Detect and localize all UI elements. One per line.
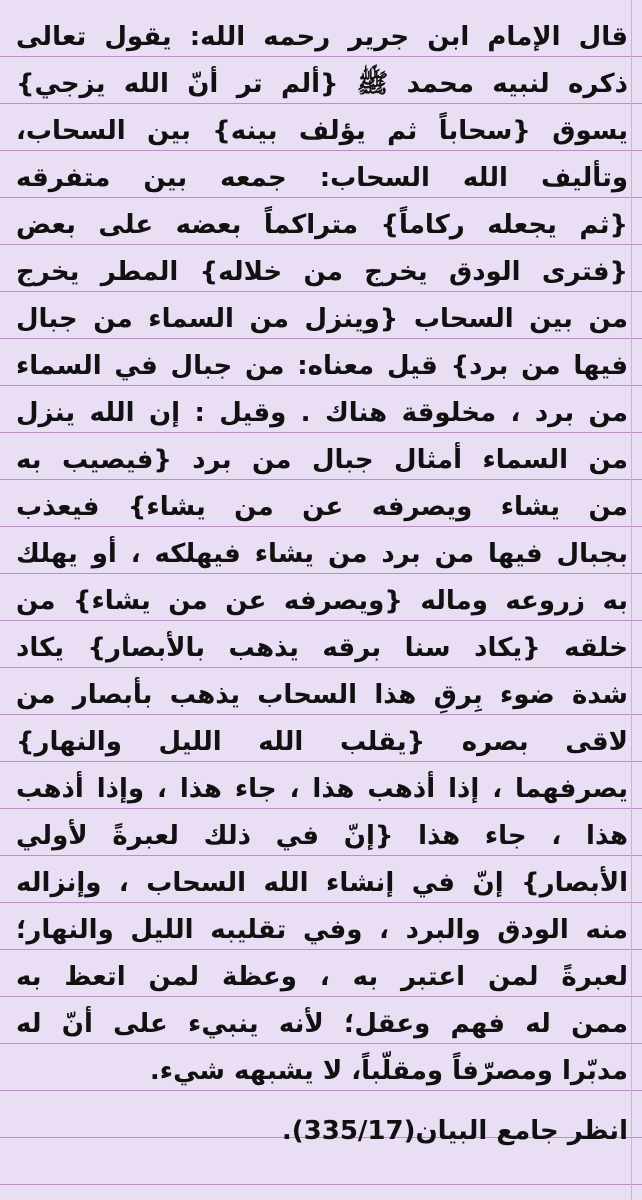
- text-line: خلقه {يكاد سنا برقه يذهب بالأبصار} يكاد: [16, 633, 628, 663]
- text-line: وتأليف الله السحاب: جمعه بين متفرقه: [16, 163, 628, 193]
- text-line: لعبرةً لمن اعتبر به ، وعظة لمن اتعظ به: [16, 962, 628, 992]
- text-line: من يشاء ويصرفه عن من يشاء} فيعذب: [16, 492, 628, 522]
- source-reference: انظر جامع البيان(335/17).: [281, 1116, 628, 1146]
- page-margin-line: [631, 0, 632, 1200]
- text-line: {فترى الودق يخرج من خلاله} المطر يخرج: [16, 257, 628, 287]
- text-line: من السماء أمثال جبال من برد {فيصيب به: [16, 445, 628, 475]
- text-line: يسوق {سحاباً ثم يؤلف بينه} بين السحاب،: [16, 116, 628, 146]
- text-line: {ثم يجعله ركاماً} متراكماً بعضه على بعض: [16, 210, 628, 240]
- text-line: الأبصار} إنّ في إنشاء الله السحاب ، وإنزاله: [16, 868, 628, 898]
- text-line: ممن له فهم وعقل؛ لأنه ينبيء على أنّ له: [16, 1009, 628, 1039]
- text-line: منه الودق والبرد ، وفي تقليبه الليل والنهار؛: [16, 915, 628, 945]
- text-line: هذا ، جاء هذا {إنّ في ذلك لعبرةً لأولي: [16, 821, 628, 851]
- text-line: من برد ، مخلوقة هناك . وقيل : إن الله ينزل: [16, 398, 628, 428]
- text-line: ذكره لنبيه محمد ﷺ {ألم تر أنّ الله يزجي}: [16, 69, 628, 99]
- text-line: لاقى بصره {يقلب الله الليل والنهار}: [16, 727, 628, 757]
- text-line: به زروعه وماله {ويصرفه عن من يشاء} من: [16, 586, 628, 616]
- text-line: قال الإمام ابن جرير رحمه الله: يقول تعالى: [16, 22, 628, 52]
- text-line: بجبال فيها من برد من يشاء فيهلكه ، أو يهلك: [16, 539, 628, 569]
- text-line: شدة ضوء بِرقِ هذا السحاب يذهب بأبصار من: [16, 680, 628, 710]
- text-line: يصرفهما ، إذا أذهب هذا ، جاء هذا ، وإذا أذهب: [16, 774, 628, 804]
- text-line: مدبّرا ومصرّفاً ومقلّباً، لا يشبهه شيء.: [149, 1056, 628, 1086]
- text-line: من بين السحاب {وينزل من السماء من جبال: [16, 304, 628, 334]
- text-line: فيها من برد} قيل معناه: من جبال في السماء: [16, 351, 628, 381]
- tafsir-quote-text: [16, 14, 628, 1095]
